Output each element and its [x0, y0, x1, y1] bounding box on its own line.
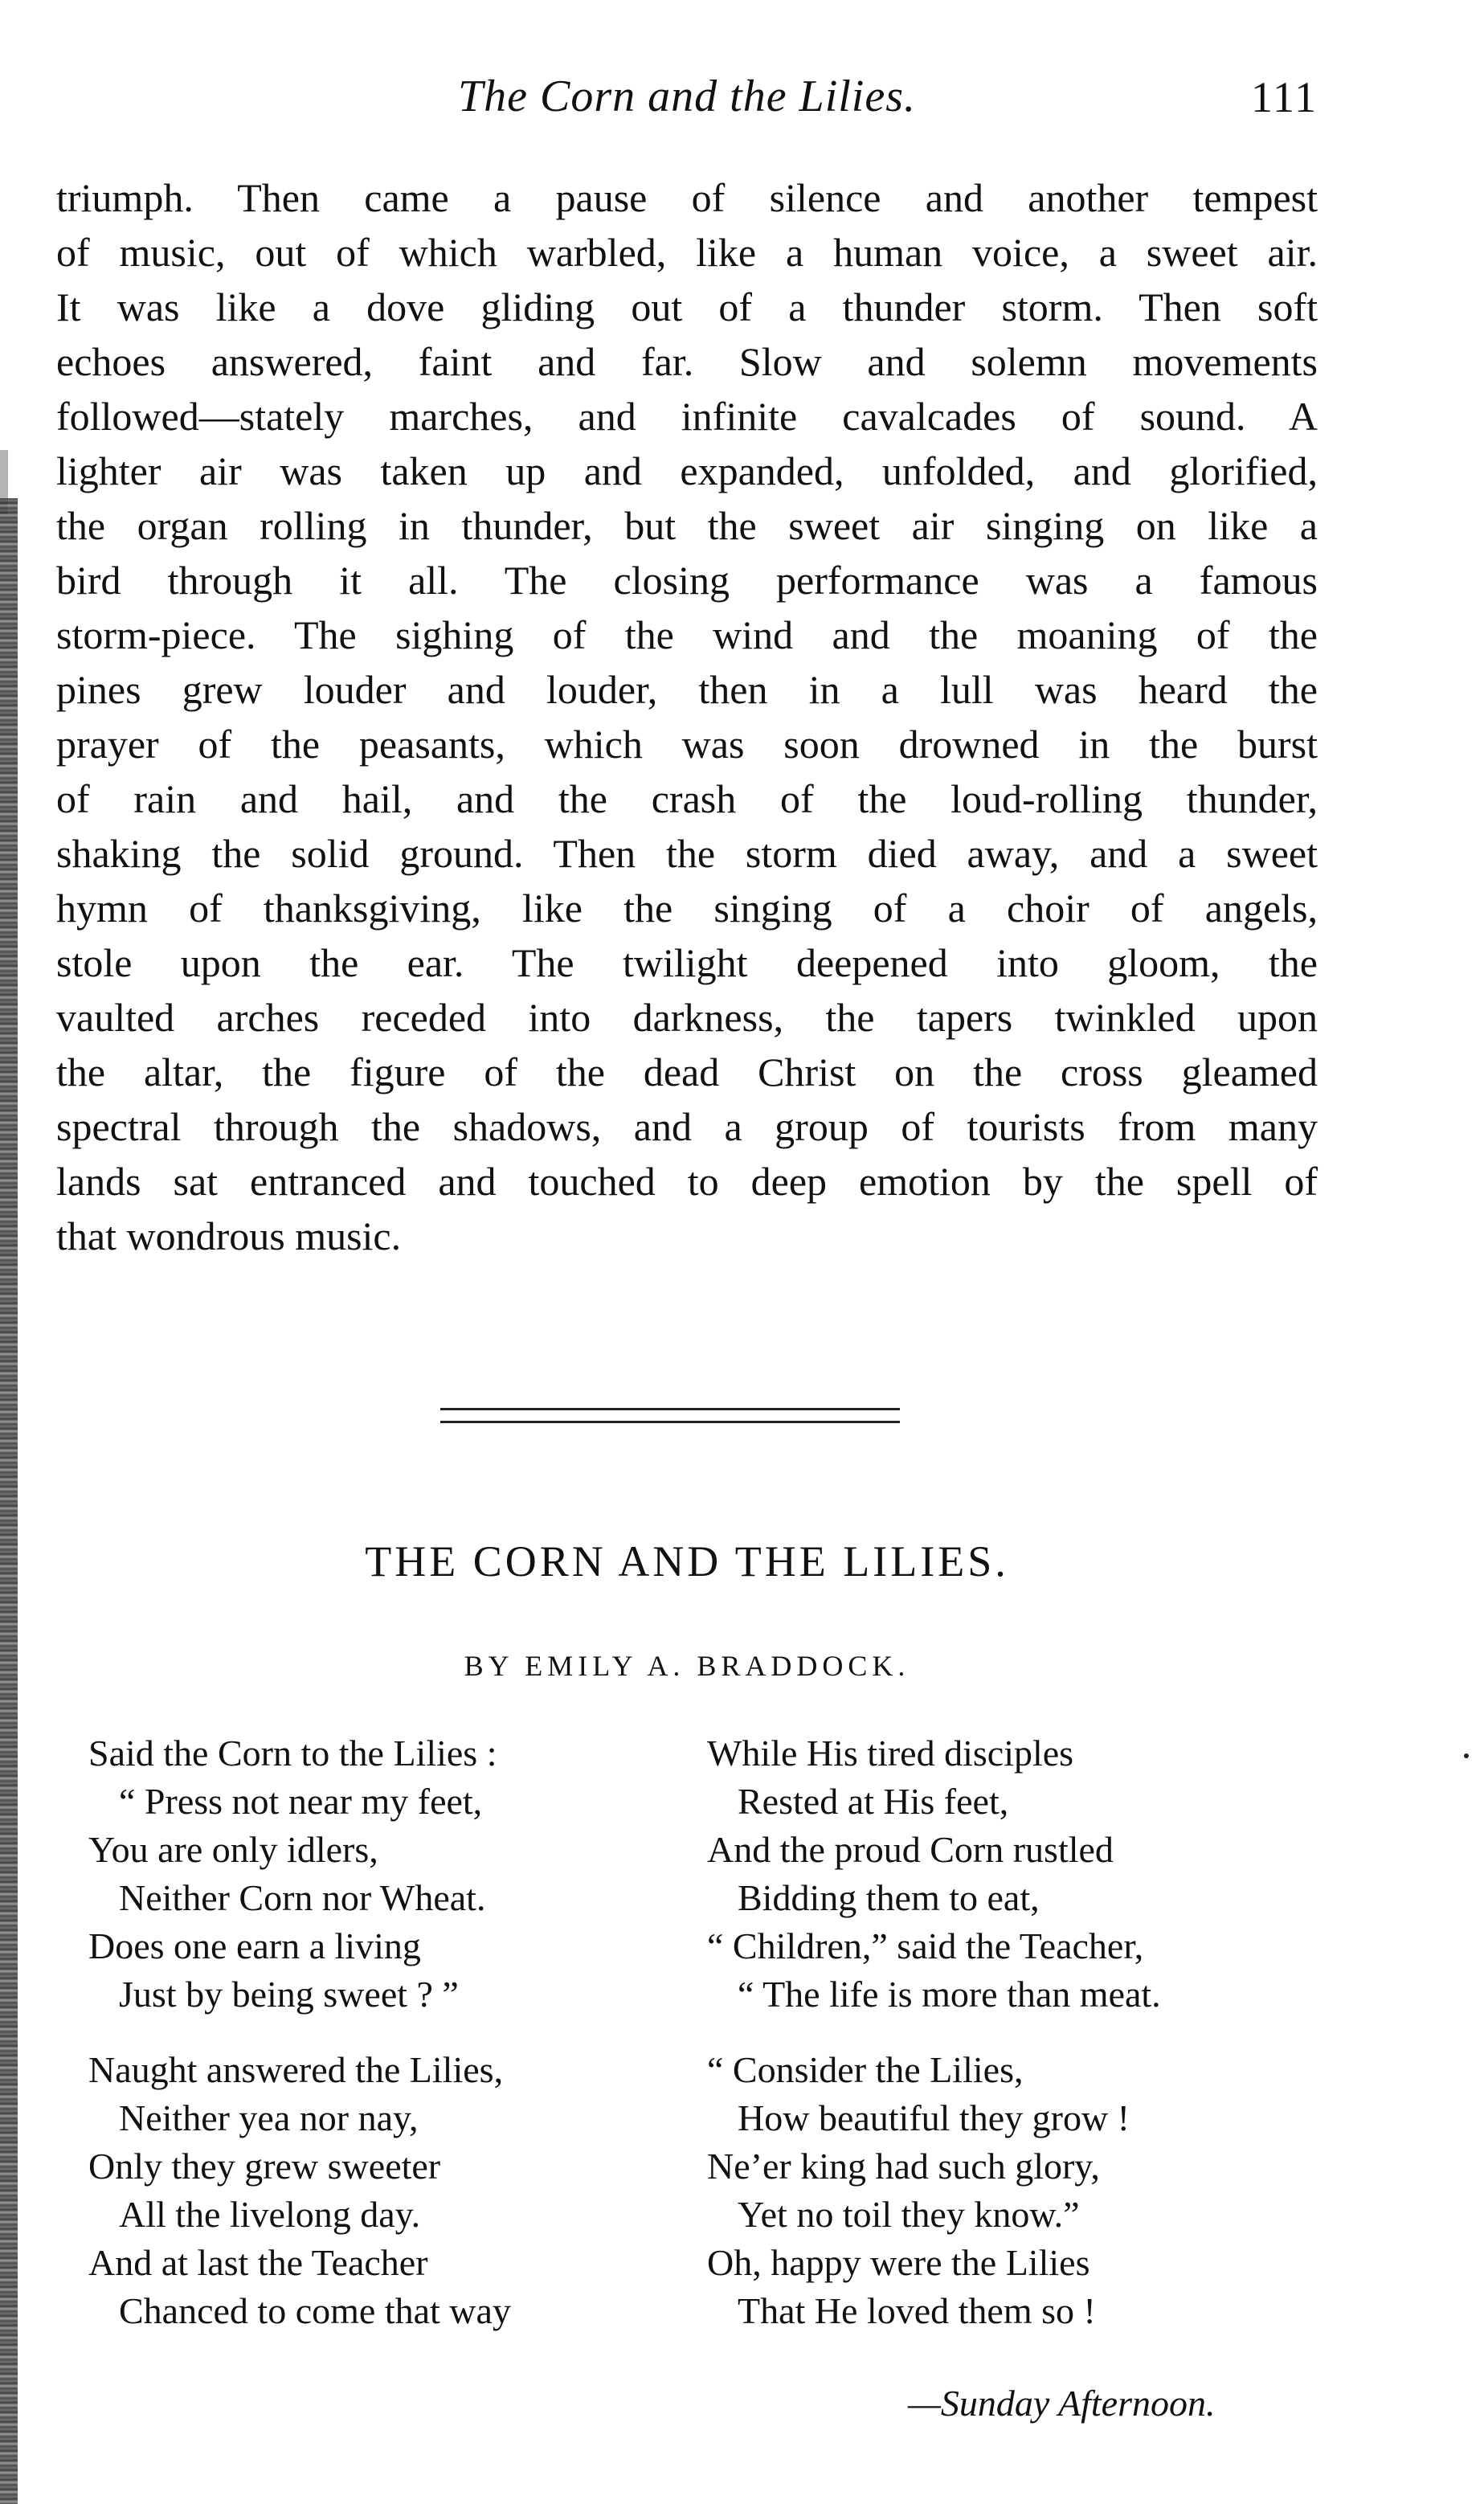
section-divider-upper — [440, 1408, 900, 1410]
prose-line: triumph. Then came a pause of silence and another tempest — [56, 175, 1318, 220]
running-title: The Corn and the Lilies. — [457, 72, 917, 121]
stanza — [88, 1729, 699, 2019]
verse-line: Chanced to come that way — [119, 2290, 511, 2331]
prose-line: echoes answered, faint and far. Slow and solemn movements — [56, 339, 1318, 384]
verse-line: Does one earn a living — [88, 1925, 421, 1966]
verse-line: Naught answered the Lilies, — [88, 2049, 504, 2090]
binding-edge — [0, 498, 18, 2504]
prose-line: hymn of thanksgiving, like the singing of a choir of angels, — [56, 886, 1318, 931]
prose-line: the altar, the figure of the dead Christ on the cross gleamed — [56, 1049, 1318, 1094]
prose-line: spectral through the shadows, and a group of tourists from many — [56, 1104, 1318, 1149]
verse-line: How beautiful they grow ! — [738, 2097, 1130, 2138]
poem-title: THE CORN AND THE LILIES. — [365, 1537, 1009, 1585]
verse-line: Only they grew sweeter — [88, 2146, 441, 2187]
stanza — [707, 2046, 1318, 2335]
verse-line: “ Children,” said the Teacher, — [707, 1925, 1144, 1966]
prose-line: the organ rolling in thunder, but the sweet air singing on like a — [56, 503, 1318, 548]
verse-line: Neither yea nor nay, — [119, 2097, 419, 2138]
verse-line: Oh, happy were the Lilies — [707, 2242, 1090, 2283]
stanza — [707, 1729, 1318, 2019]
prose-paragraph — [56, 170, 1318, 1263]
prose-line: shaking the solid ground. Then the storm died away, and a sweet — [56, 831, 1318, 876]
verse-line: While His tired disciples — [707, 1733, 1074, 1774]
verse-line: “ Consider the Lilies, — [707, 2049, 1024, 2090]
section-divider-lower — [440, 1421, 900, 1423]
verse-line: Bidding them to eat, — [738, 1877, 1040, 1918]
poem-column-right — [707, 1729, 1318, 2335]
poem-byline: BY EMILY A. BRADDOCK. — [464, 1650, 910, 1682]
verse-line: All the livelong day. — [119, 2194, 421, 2235]
ink-speck — [1464, 1753, 1469, 1758]
prose-line: lighter air was taken up and expanded, unfolded, and glorified, — [56, 448, 1318, 493]
verse-line: You are only idlers, — [88, 1829, 378, 1870]
verse-line: That He loved them so ! — [738, 2290, 1096, 2331]
prose-line: bird through it all. The closing performance was a famous — [56, 558, 1318, 603]
verse-line: Ne’er king had such glory, — [707, 2146, 1100, 2187]
prose-line: stole upon the ear. The twilight deepened into gloom, the — [56, 940, 1318, 985]
prose-line: of rain and hail, and the crash of the loud-rolling thunder, — [56, 776, 1318, 821]
prose-line: vaulted arches receded into darkness, the tapers twinkled upon — [56, 995, 1318, 1040]
poem-column-left — [88, 1729, 699, 2335]
prose-line: lands sat entranced and touched to deep emotion by the spell of — [56, 1159, 1318, 1204]
prose-line: of music, out of which warbled, like a human voice, a sweet air. — [56, 230, 1318, 275]
prose-line: prayer of the peasants, which was soon drowned in the burst — [56, 722, 1318, 767]
prose-line: storm-piece. The sighing of the wind and the moaning of the — [56, 612, 1318, 657]
verse-line: Neither Corn nor Wheat. — [119, 1877, 486, 1918]
verse-line: Yet no toil they know.” — [738, 2194, 1080, 2235]
verse-line: And at last the Teacher — [88, 2242, 428, 2283]
running-head — [56, 71, 1318, 135]
prose-line: that wondrous music. — [56, 1213, 402, 1258]
page-number: 111 — [1251, 73, 1318, 121]
verse-line: And the proud Corn rustled — [707, 1829, 1114, 1870]
stanza — [88, 2046, 699, 2335]
poem-attribution: —Sunday Afternoon. — [908, 2383, 1216, 2424]
prose-line: It was like a dove gliding out of a thunder storm. Then soft — [56, 284, 1318, 329]
prose-line: followed—stately marches, and infinite cavalcades of sound. A — [56, 394, 1318, 439]
verse-line: Said the Corn to the Lilies : — [88, 1733, 497, 1774]
prose-line: pines grew louder and louder, then in a lull was heard the — [56, 667, 1318, 712]
verse-line: Just by being sweet ? ” — [119, 1974, 459, 2015]
verse-line: Rested at His feet, — [738, 1781, 1009, 1822]
verse-line: “ The life is more than meat. — [738, 1974, 1161, 2015]
verse-line: “ Press not near my feet, — [119, 1781, 483, 1822]
